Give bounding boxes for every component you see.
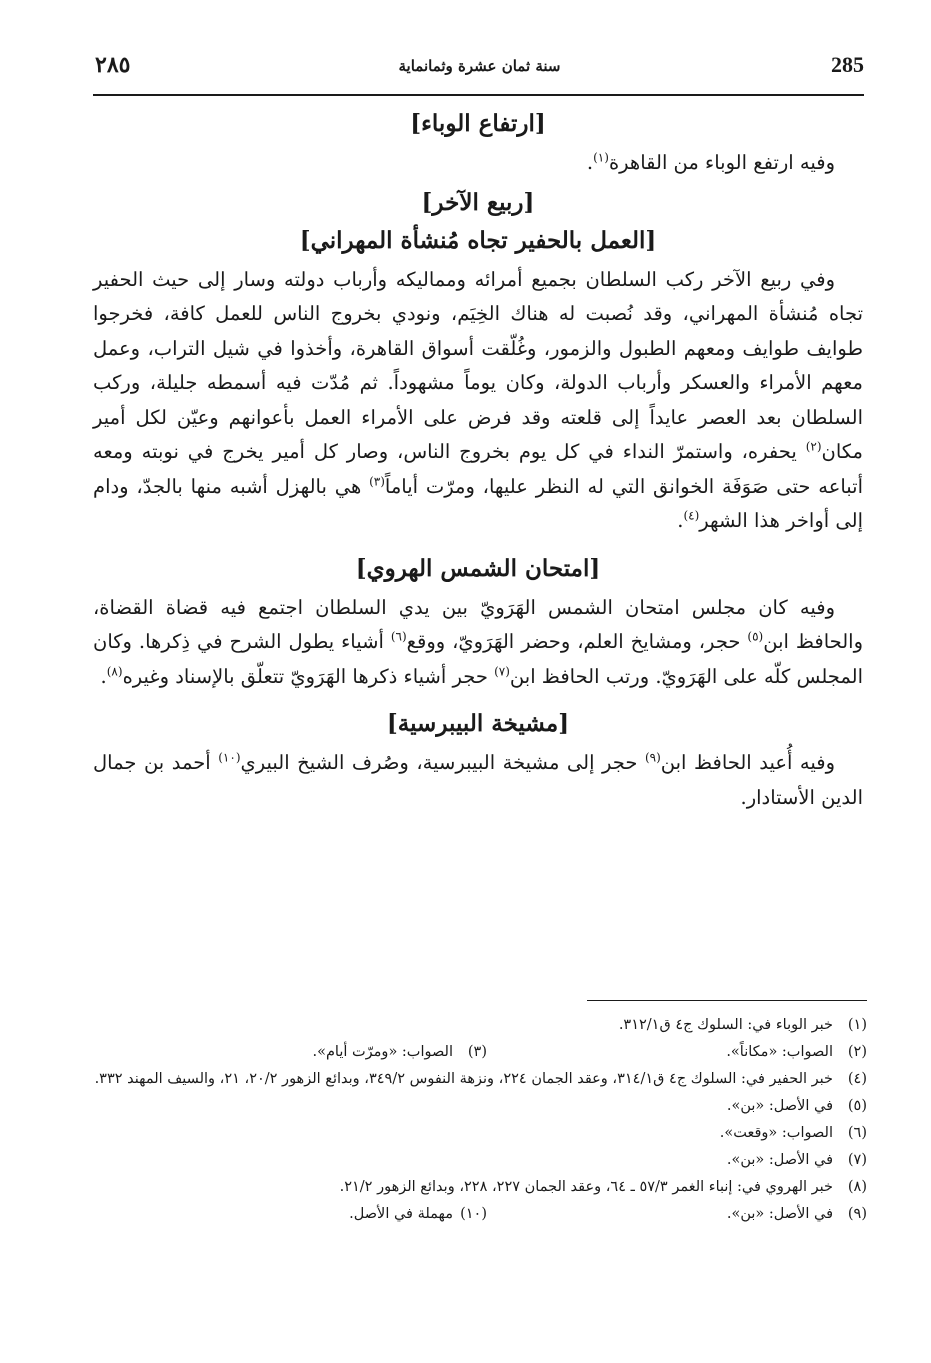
section-heading: [امتحان الشمس الهروي] <box>355 554 601 582</box>
footnote-ref: (٤) <box>683 508 700 523</box>
footnote: (٣) الصواب: «ومرّت أيام». <box>312 1044 487 1060</box>
footnote-ref: (٢) <box>805 439 822 454</box>
section-heading: [مشيخة البيبرسية] <box>386 710 570 737</box>
section-heading: [العمل بالحفير تجاه مُنشأة المهراني] <box>299 226 657 254</box>
main-text <box>93 108 863 815</box>
paragraph: وفي ربيع الآخر ركب السلطان بجميع أمرائه ومماليكه وأرباب دولته وسار إلى حيث الحفير تجاه مُنشأة المهراني، وقد نُصبت له هناك الخِيَم، ونودي بخروج الناس للعمل كافة، فخرجوا طوايف طوايف ومعهم الطبول والزمور، وغُلّقت أسواق القاهرة، وأخذوا في شيل التراب، وعمل معهم الأمراء والعسكر وأرباب الدولة، وكان يوماً مشهوداً. ثم مُدّت فيه أسمطه جليلة، وركب السلطان بعد العصر عايداً إلى قلعته وقد فرض على الأمراء العمل بأعوانهم وعيّن لكل أمير مكان$^{(٢)}$ يحفره، واستمرّ النداء في كل يوم بخروج الناس، وصار كل أمير يخرج في نوبته ومعه أتباعه حتى صَوَفَة الخوانق التي له النظر عليها، ومرّت أياماً$^{(٣)}$ هي بالهزل أشبه منها بالجدّ، ودام إلى أواخر هذا الشهر$^{(٤)}$. <box>93 267 864 532</box>
page-number-latin: 285 <box>831 52 864 77</box>
footnote-rule <box>587 1000 867 1001</box>
footnote-ref: (٥) <box>747 629 764 644</box>
footnote-ref: (١٠) <box>218 750 241 765</box>
footnote: (٩) في الأصل: «بن». <box>726 1206 867 1222</box>
page-number-arabic: ٢٨٥ <box>95 52 131 78</box>
footnote: (٢) الصواب: «مكاناً». <box>726 1044 867 1060</box>
footnote-ref: (٣) <box>369 474 385 488</box>
paragraph: وفيه أُعيد الحافظ ابن$^{(٩)}$ حجر إلى مشيخة البيبرسية، وصُرف الشيخ البيري$^{(١٠)}$ أحمد بن جمال الدين الأستادار. <box>93 750 863 809</box>
paragraph: وفيه كان مجلس امتحان الشمس الهَرَويّ بين يدي السلطان اجتمع فيه قضاة القضاة، والحافظ ابن$^{(٥)}$ حجر، ومشايخ العلم، وحضر الهَرَويّ، ووقع$^{(٦)}$ أشياء يطول الشرح في ذِكرها. وكان المجلس كلّه على الهَرَويّ. ورتب الحافظ ابن$^{(٧)}$ حجر أشياء ذكرها الهَرَويّ تتعلّق بالإسناد وغيره$^{(٨)}$. <box>93 595 863 688</box>
footnote-ref: (١) <box>593 150 609 165</box>
footnote: (٤) خبر الحفير في: السلوك ج٤ ق٣١٤/١، وعقد الجمان ٢٢٤، ونزهة النفوس ٣٤٩/٢، وبدائع الزهور ٢٠/٢، ٢١، والسيف المهند ٣٣٢. <box>94 1071 867 1087</box>
footnote-ref: (٨) <box>106 664 123 678</box>
header-rule <box>93 94 864 96</box>
footnote: (٦) الصواب: «وقعت». <box>719 1125 867 1141</box>
footnote: (١٠) مهملة في الأصل. <box>349 1206 487 1222</box>
footnotes <box>92 1012 867 1228</box>
page-header <box>95 50 864 90</box>
footnote-ref: (٩) <box>644 750 661 765</box>
footnote: (٧) في الأصل: «بن». <box>726 1152 867 1168</box>
footnote-ref: (٦) <box>390 629 407 644</box>
section-heading: [ارتفاع الوباء] <box>410 110 546 137</box>
running-title: سنة ثمان عشرة وثمانماية <box>398 57 561 75</box>
footnote-ref: (٧) <box>494 664 510 678</box>
paragraph: وفيه ارتفع الوباء من القاهرة$^{(١)}$. <box>586 150 835 174</box>
footnote: (٥) في الأصل: «بن». <box>726 1098 867 1114</box>
section-heading: [ربيع الآخر] <box>421 188 535 216</box>
footnote: (٨) خبر الهروي في: إنباء الغمر ٥٧/٣ ـ ٦٤، وعقد الجمان ٢٢٧، ٢٢٨، وبدائع الزهور ٢١/٢. <box>339 1179 867 1195</box>
footnote: (١) خبر الوباء في: السلوك ج٤ ق٣١٢/١. <box>618 1017 867 1033</box>
